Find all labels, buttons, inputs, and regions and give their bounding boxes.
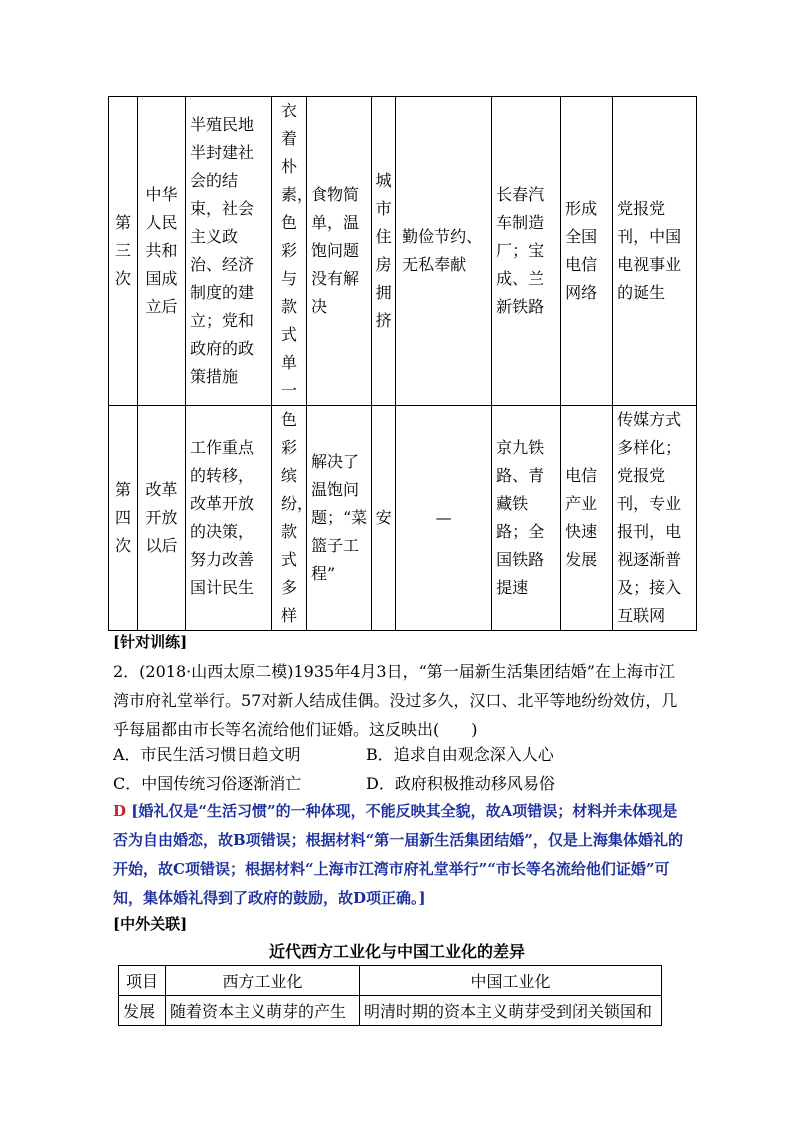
row-western: 随着资本主义萌芽的产生 bbox=[166, 996, 360, 1026]
period-cell: 第四次 bbox=[115, 480, 132, 555]
compare-table-title: 近代西方工业化与中国工业化的差异 bbox=[268, 942, 525, 961]
reason-cell: 半殖民地半封建社会的结束，社会主义政治、经济制度的建立；党和政府的政策措施 bbox=[190, 115, 255, 386]
table-row bbox=[109, 97, 697, 406]
section-heading-compare: [中外关联] bbox=[113, 915, 188, 933]
option-b[interactable]: B．追求自由观念深入人心 bbox=[366, 745, 554, 764]
transport-cell: 长春汽车制造厂；宝成、兰新铁路 bbox=[496, 185, 545, 316]
customs-cell: — bbox=[435, 508, 452, 527]
food-cell: 解决了温饱问题；“菜篮子工程” bbox=[311, 452, 368, 583]
clothing-cell: 色彩缤纷，款式多样 bbox=[281, 410, 314, 625]
option-c[interactable]: C．中国传统习俗逐渐消亡 bbox=[113, 774, 302, 793]
answer-explanation: [婚礼仅是“生活习惯”的一种体现，不能反映其全貌，故A项错误；材料并未体现是否为自由婚恋，故B项错误；根据材料“第一届新生活集团结婚”，仅是上海集体婚礼的开始，故C项错误；根据材料“上海市江湾市府礼堂举行”“市长等名流给他们证婚”可知，集体婚礼得到了政府的鼓励，故D项正确。] bbox=[113, 802, 683, 907]
table-header-row bbox=[119, 966, 662, 996]
transport-cell: 京九铁路、青藏铁路；全国铁路提速 bbox=[496, 438, 545, 597]
communication-cell: 形成全国电信网络 bbox=[565, 199, 598, 302]
table-row bbox=[119, 996, 662, 1026]
header-western: 西方工业化 bbox=[166, 966, 360, 996]
question-source: 2．(2018·山西太原二模) bbox=[113, 662, 294, 681]
answer-letter: D bbox=[113, 802, 127, 820]
period-cell: 第三次 bbox=[115, 213, 132, 288]
food-cell: 食物简单，温饱问题没有解决 bbox=[311, 185, 360, 316]
background-cell: 中华人民共和国成立后 bbox=[145, 185, 178, 316]
option-d[interactable]: D．政府积极推动移风易俗 bbox=[366, 774, 555, 793]
section-heading-training: [针对训练] bbox=[113, 633, 188, 651]
compare-table bbox=[118, 965, 662, 1026]
header-chinese: 中国工业化 bbox=[360, 966, 662, 996]
option-a[interactable]: A．市民生活习惯日趋文明 bbox=[113, 745, 301, 764]
media-cell: 传媒方式多样化；党报党刊，专业报刊，电视逐渐普及；接入互联网 bbox=[617, 410, 682, 625]
answer-block bbox=[113, 797, 683, 913]
housing-cell: 城市住房拥挤 bbox=[375, 171, 392, 330]
question-stem bbox=[113, 657, 683, 744]
header-item: 项目 bbox=[119, 966, 166, 996]
communication-cell: 电信产业快速发展 bbox=[565, 466, 598, 569]
question-text: 1935年4月3日，“第一届新生活集团结婚”在上海市江湾市府礼堂举行。57对新人结成佳偶。没过多久，汉口、北平等地纷纷效仿，几乎每届都由市长等名流给他们证婚。这反映出( ) bbox=[113, 662, 678, 739]
clothing-cell: 衣着朴素，色彩与款式单一 bbox=[281, 101, 314, 400]
row-chinese: 明清时期的资本主义萌芽受到闭关锁国和 bbox=[360, 996, 662, 1026]
customs-cell: 勤俭节约、无私奉献 bbox=[402, 227, 483, 274]
history-table bbox=[108, 96, 697, 631]
reason-cell: 工作重点的转移，改革开放的决策，努力改善国计民生 bbox=[190, 438, 255, 597]
background-cell: 改革开放以后 bbox=[145, 480, 178, 555]
table-row bbox=[109, 406, 697, 631]
housing-cell: 安 bbox=[375, 508, 392, 527]
media-cell: 党报党刊，中国电视事业的诞生 bbox=[617, 199, 682, 302]
row-label: 发展 bbox=[119, 996, 166, 1026]
